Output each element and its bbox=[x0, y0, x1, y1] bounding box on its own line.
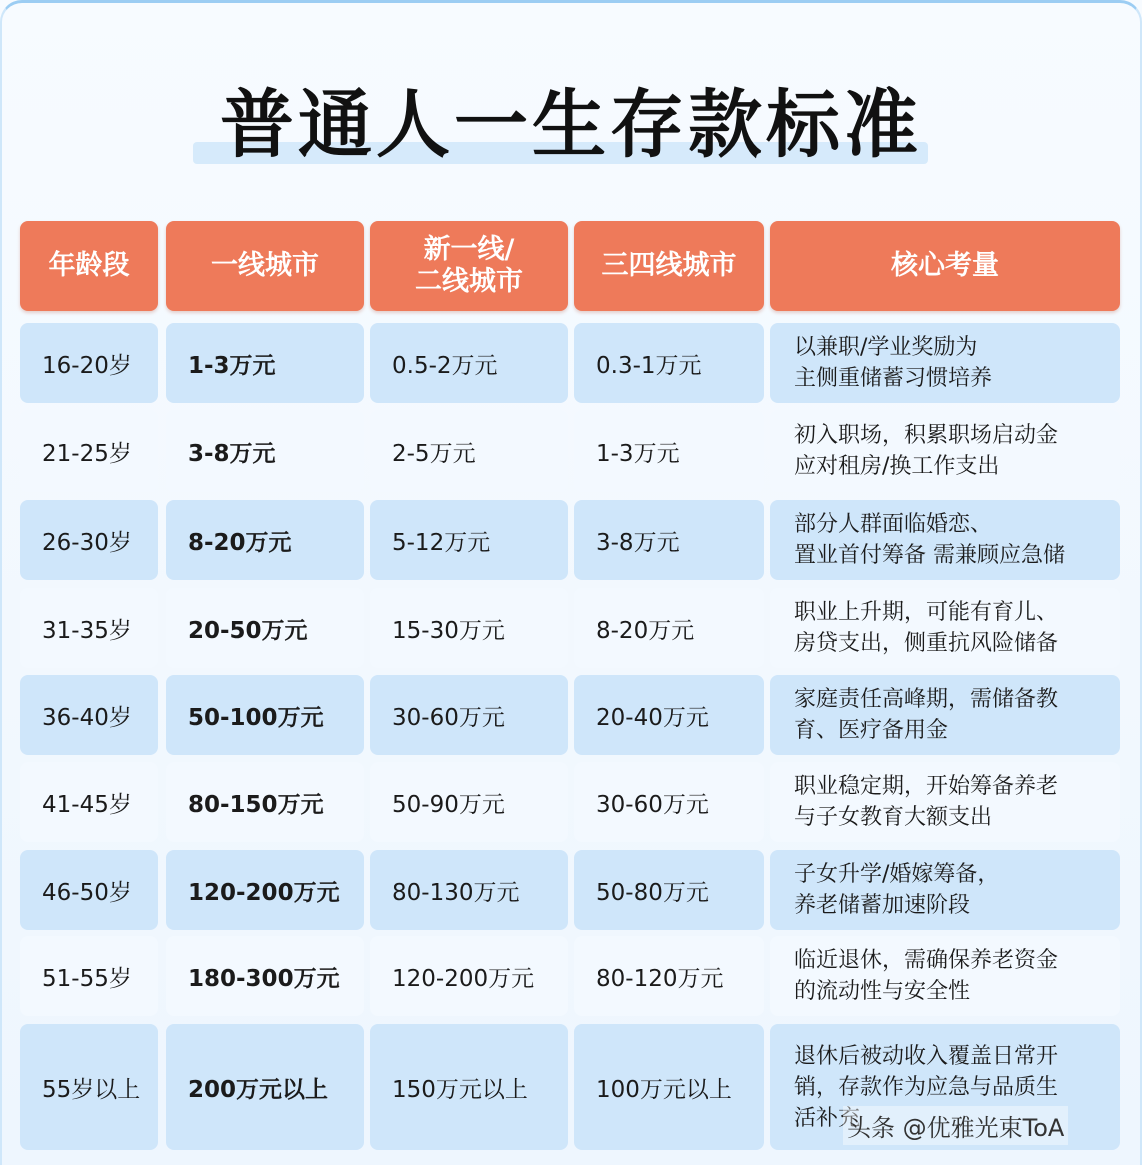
table-cell-tier2: 15-30万元 bbox=[370, 588, 568, 668]
table-cell-note: 职业稳定期，开始筹备养老 与子女教育大额支出 bbox=[770, 762, 1120, 842]
table-cell-tier1: 20-50万元 bbox=[166, 588, 364, 668]
table-cell-note: 退休后被动收入覆盖日常开 销，存款作为应急与品质生 活补充 bbox=[770, 1024, 1120, 1150]
table-cell-age: 41-45岁 bbox=[20, 762, 158, 842]
table-cell-tier2: 0.5-2万元 bbox=[370, 323, 568, 403]
column-age-header: 年龄段 bbox=[20, 221, 158, 311]
table-cell-tier1: 200万元以上 bbox=[166, 1024, 364, 1150]
table-cell-note: 临近退休，需确保养老资金 的流动性与安全性 bbox=[770, 936, 1120, 1016]
table-cell-age: 51-55岁 bbox=[20, 936, 158, 1016]
title-area bbox=[0, 78, 1142, 178]
table-cell-tier3: 8-20万元 bbox=[574, 588, 764, 668]
table-cell-tier2: 5-12万元 bbox=[370, 500, 568, 580]
table-cell-note: 初入职场，积累职场启动金 应对租房/换工作支出 bbox=[770, 410, 1120, 492]
table-cell-tier3: 30-60万元 bbox=[574, 762, 764, 842]
watermark: 头条 @优雅光束ToA bbox=[843, 1106, 1068, 1145]
table-cell-tier1: 180-300万元 bbox=[166, 936, 364, 1016]
table-cell-age: 36-40岁 bbox=[20, 675, 158, 755]
table-cell-age: 31-35岁 bbox=[20, 588, 158, 668]
table-cell-tier3: 1-3万元 bbox=[574, 410, 764, 492]
table-cell-tier1: 3-8万元 bbox=[166, 410, 364, 492]
table-cell-note: 部分人群面临婚恋、 置业首付筹备 需兼顾应急储 bbox=[770, 500, 1120, 580]
table-cell-tier2: 80-130万元 bbox=[370, 850, 568, 930]
page-title: 普通人一生存款标准 bbox=[220, 82, 922, 168]
column-note-header: 核心考量 bbox=[770, 221, 1120, 311]
table-cell-tier1: 1-3万元 bbox=[166, 323, 364, 403]
table-cell-tier1: 8-20万元 bbox=[166, 500, 364, 580]
table-cell-tier2: 2-5万元 bbox=[370, 410, 568, 492]
table-cell-tier1: 120-200万元 bbox=[166, 850, 364, 930]
table-cell-age: 21-25岁 bbox=[20, 410, 158, 492]
table-cell-tier3: 100万元以上 bbox=[574, 1024, 764, 1150]
table-cell-tier3: 0.3-1万元 bbox=[574, 323, 764, 403]
table-cell-tier1: 80-150万元 bbox=[166, 762, 364, 842]
table-cell-age: 26-30岁 bbox=[20, 500, 158, 580]
table-cell-tier1: 50-100万元 bbox=[166, 675, 364, 755]
table-cell-tier2: 30-60万元 bbox=[370, 675, 568, 755]
table-cell-tier2: 50-90万元 bbox=[370, 762, 568, 842]
column-tier3-header: 三四线城市 bbox=[574, 221, 764, 311]
table-cell-note: 职业上升期，可能有育儿、 房贷支出，侧重抗风险储备 bbox=[770, 588, 1120, 668]
table-cell-age: 46-50岁 bbox=[20, 850, 158, 930]
column-tier2-header: 新一线/ 二线城市 bbox=[370, 221, 568, 311]
table-cell-tier2: 120-200万元 bbox=[370, 936, 568, 1016]
table-cell-note: 子女升学/婚嫁筹备， 养老储蓄加速阶段 bbox=[770, 850, 1120, 930]
table-cell-age: 16-20岁 bbox=[20, 323, 158, 403]
table-cell-tier3: 80-120万元 bbox=[574, 936, 764, 1016]
table-cell-note: 家庭责任高峰期，需储备教 育、医疗备用金 bbox=[770, 675, 1120, 755]
table-cell-age: 55岁以上 bbox=[20, 1024, 158, 1150]
table-cell-tier3: 50-80万元 bbox=[574, 850, 764, 930]
table-cell-tier3: 20-40万元 bbox=[574, 675, 764, 755]
table-cell-tier2: 150万元以上 bbox=[370, 1024, 568, 1150]
column-tier1-header: 一线城市 bbox=[166, 221, 364, 311]
table-cell-tier3: 3-8万元 bbox=[574, 500, 764, 580]
table-cell-note: 以兼职/学业奖励为 主侧重储蓄习惯培养 bbox=[770, 323, 1120, 403]
